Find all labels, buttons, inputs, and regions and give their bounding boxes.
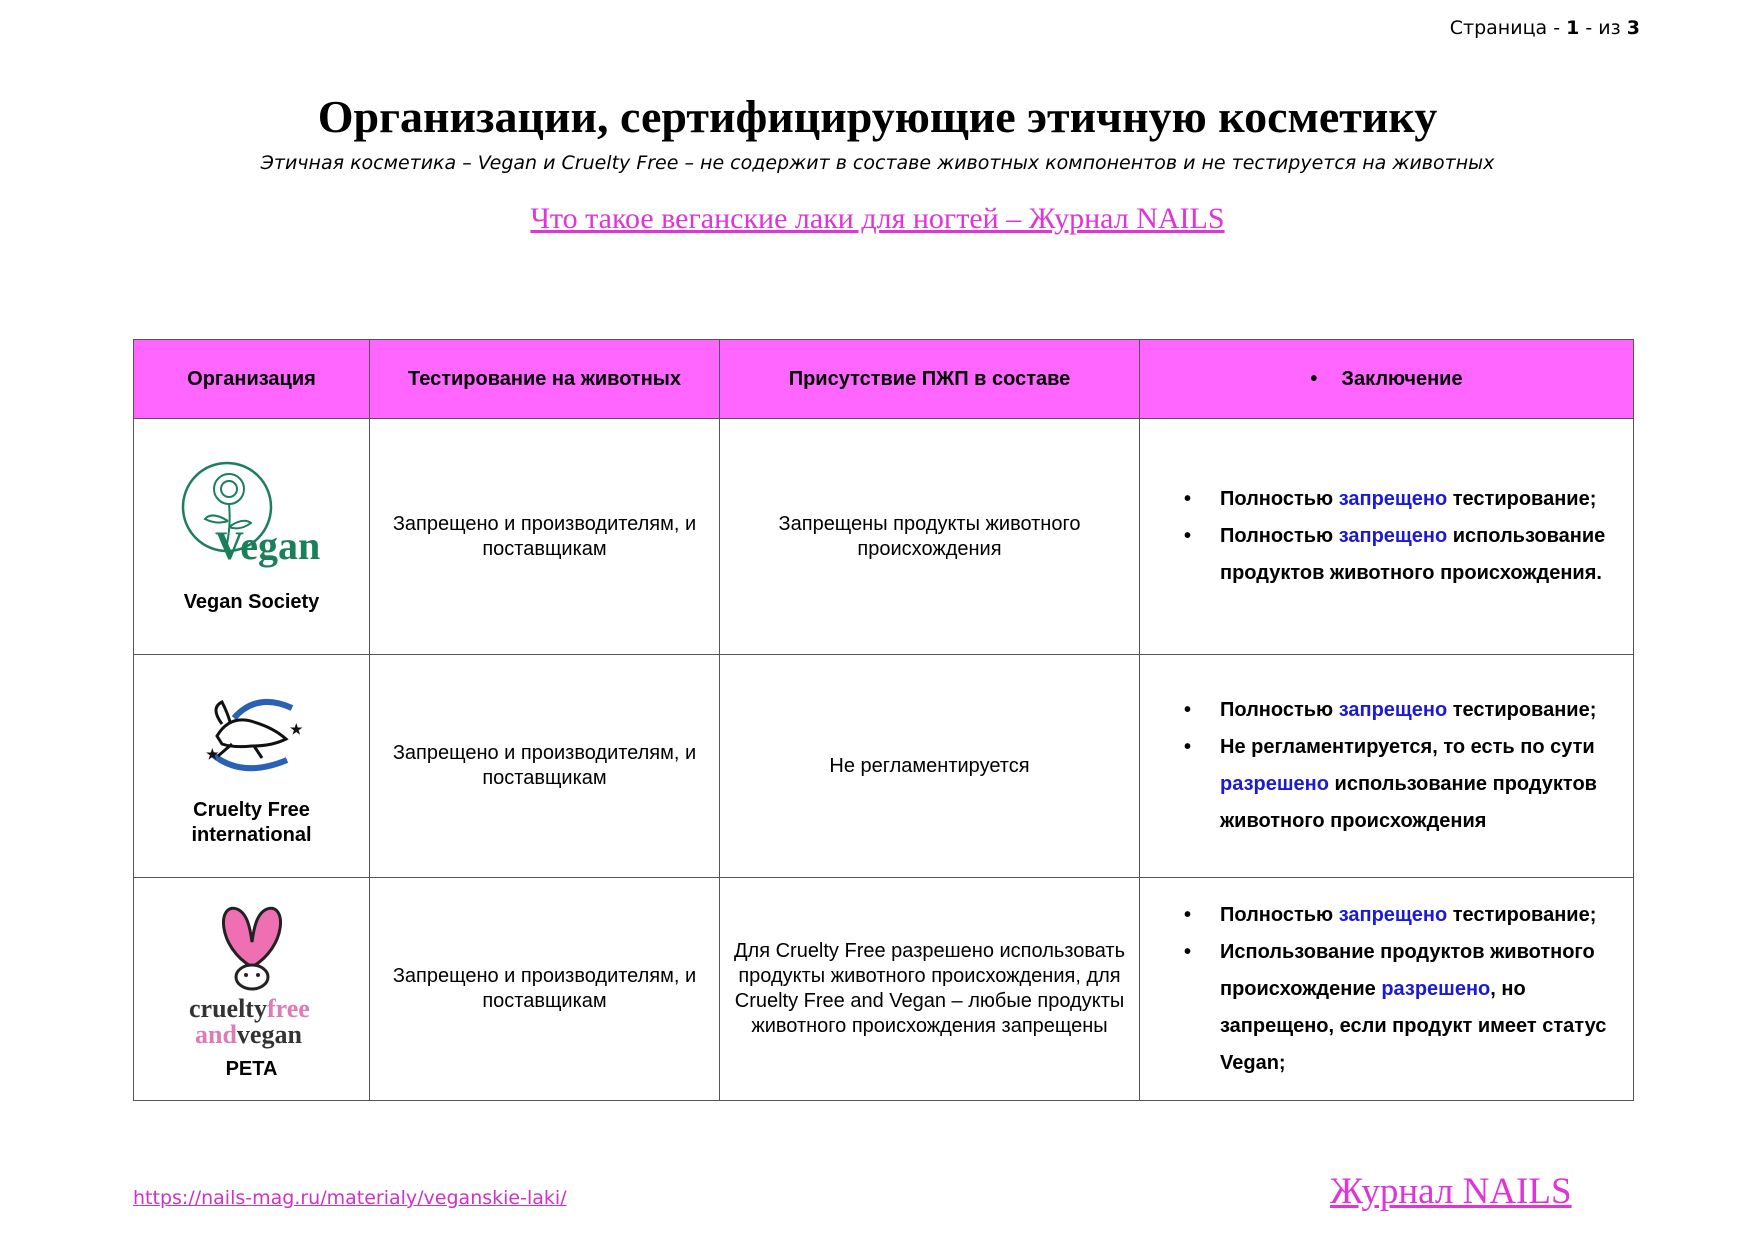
header-testing: Тестирование на животных: [370, 340, 720, 419]
testing-cell: Запрещено и производителям, и поставщикам: [370, 419, 720, 655]
table-row: [134, 655, 1634, 878]
table-row: [134, 419, 1634, 655]
page-counter-prefix: Страница -: [1449, 17, 1567, 39]
org-cell: [134, 419, 370, 655]
org-name: Cruelty Free international: [191, 799, 312, 846]
page-counter-middle: - из: [1579, 17, 1627, 39]
header-organization: Организация: [134, 340, 370, 419]
svg-text:★: ★: [289, 721, 303, 737]
conclusion-item: • Полностью запрещено тестирование;: [1220, 481, 1623, 518]
peta-logo-text-2: andvegan: [194, 1020, 302, 1049]
ingredients-cell: Запрещены продукты животного происхождения: [720, 419, 1140, 655]
ingredients-cell: Не регламентируется: [720, 655, 1140, 878]
svg-text:★: ★: [205, 746, 219, 762]
conclusion-item: • Полностью запрещено тестирование;: [1220, 692, 1623, 729]
certification-table: [133, 339, 1634, 1101]
header-ingredients: Присутствие ПЖП в составе: [720, 340, 1140, 419]
ingredients-cell: Для Cruelty Free разрешено использовать продукты животного происхождения, для Cruelty Free and Vegan – любые продукты животного происхождения запрещены: [720, 878, 1140, 1101]
org-name: PETA: [225, 1058, 278, 1080]
conclusion-cell: [1140, 655, 1634, 878]
peta-logo-text-1: crueltyfree: [188, 994, 310, 1023]
leaping-bunny-icon: [206, 702, 303, 768]
header-conclusion-label: Заключение: [1341, 367, 1463, 390]
org-name: Vegan Society: [183, 591, 320, 613]
conclusion-cell: [1140, 878, 1634, 1101]
leaping-bunny-logo: [192, 684, 312, 784]
conclusion-item: • Использование продуктов животного происхождение разрешено, но запрещено, если продукт имеет статус Vegan;: [1220, 934, 1623, 1082]
article-link[interactable]: Что такое веганские лаки для ногтей – Журнал NAILS: [530, 202, 1225, 235]
bunny-heart-icon: [223, 908, 280, 989]
conclusion-item: • Полностью запрещено использование продуктов животного происхождения.: [1220, 518, 1623, 592]
conclusion-item: • Полностью запрещено тестирование;: [1220, 897, 1623, 934]
page-counter: [1400, 17, 1640, 39]
conclusion-cell: [1140, 419, 1634, 655]
footer-url-link[interactable]: https://nails-mag.ru/materialy/veganskie-laki/: [133, 1187, 567, 1209]
conclusion-item: • Не регламентируется, то есть по сути разрешено использование продуктов животного происхождения: [1220, 729, 1623, 840]
vegan-logo-text: Vegan: [214, 523, 320, 568]
vegan-society-logo: [177, 459, 327, 579]
table-header-row: [134, 340, 1634, 419]
peta-bunny-logo: [177, 897, 327, 1052]
page-total: 3: [1626, 17, 1640, 39]
header-bullet: •: [1310, 367, 1318, 390]
header-conclusion: [1140, 340, 1634, 419]
org-cell: [134, 878, 370, 1101]
org-cell: [134, 655, 370, 878]
table-row: [134, 878, 1634, 1101]
brand-link[interactable]: Журнал NAILS: [1330, 1171, 1572, 1212]
testing-cell: Запрещено и производителям, и поставщикам: [370, 878, 720, 1101]
testing-cell: Запрещено и производителям, и поставщикам: [370, 655, 720, 878]
page-title: Организации, сертифицирующие этичную косметику: [317, 91, 1438, 142]
page-subtitle: Этичная косметика – Vegan и Cruelty Free – не содержит в составе животных компонентов и не тестируется на животных: [260, 152, 1495, 174]
page-current: 1: [1566, 17, 1580, 39]
